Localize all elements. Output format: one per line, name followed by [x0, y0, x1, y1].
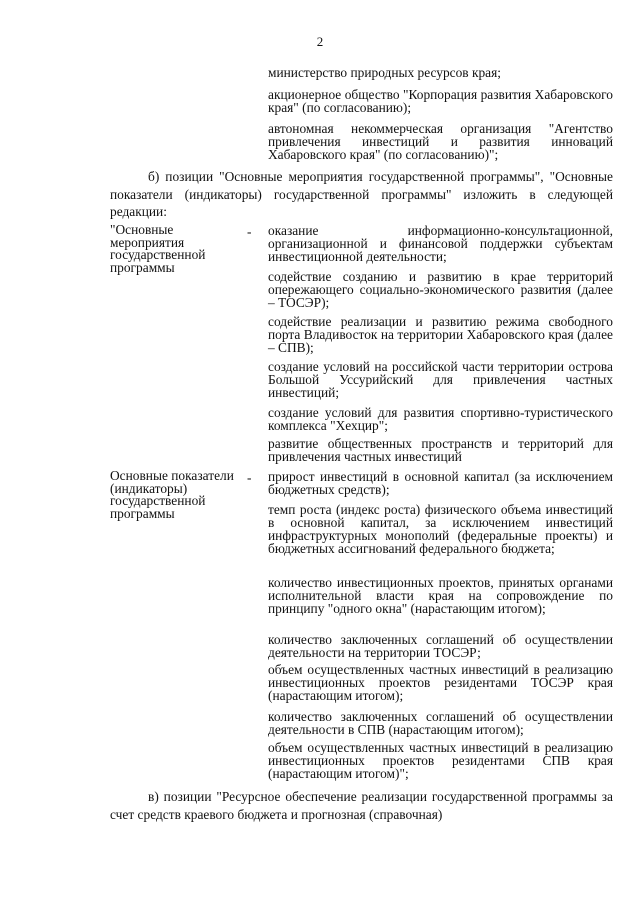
page-number: 2 [316, 34, 324, 49]
row-label-indicators: Основные показатели (индикаторы) государственной программы [110, 468, 234, 521]
list-item: создание условий на российской части территории острова Большой Уссурийский для привлечения частных инвестиций; [268, 359, 613, 400]
row-dash: - [247, 224, 252, 239]
row-label-measures: "Основные мероприятия государственной программы [110, 222, 206, 275]
list-item: министерство природных ресурсов края; [268, 65, 501, 80]
row-dash: - [247, 470, 252, 485]
list-item: создание условий для развития спортивно-туристического комплекса "Хехцир"; [268, 405, 613, 433]
list-item: содействие созданию и развитию в крае территорий опережающего социально-экономического развития (далее – ТОСЭР); [268, 269, 613, 310]
list-item: количество заключенных соглашений об осуществлении деятельности на территории ТОСЭР; [268, 632, 613, 660]
paragraph-b: б) позиции "Основные мероприятия государственной программы", "Основные показатели (индикаторы) государственной программы" изложить в следующей редакции: [110, 169, 613, 219]
list-item: темп роста (индекс роста) физического объема инвестиций в основной капитал, за исключением инвестиций инфраструктурных монополий (федеральные проекты) и бюджетных ассигнований федерального бюджета; [268, 502, 613, 556]
paragraph-v: в) позиции "Ресурсное обеспечение реализации государственной программы за счет средств краевого бюджета и прогнозная (справочная) [110, 789, 613, 822]
list-item: акционерное общество "Корпорация развития Хабаровского края" (по согласованию); [268, 87, 613, 115]
list-item: количество заключенных соглашений об осуществлении деятельности в СПВ (нарастающим итогом); [268, 709, 613, 737]
list-item: объем осуществленных частных инвестиций в реализацию инвестиционных проектов резидентами СПВ края (нарастающим итогом)"; [268, 740, 613, 781]
list-item: развитие общественных пространств и территорий для привлечения частных инвестиций [268, 436, 613, 464]
list-item: объем осуществленных частных инвестиций в реализацию инвестиционных проектов резидентами ТОСЭР края (нарастающим итогом); [268, 662, 613, 703]
list-item: прирост инвестиций в основной капитал (за исключением бюджетных средств); [268, 469, 613, 497]
list-item: количество инвестиционных проектов, принятых органами исполнительной власти края на сопровождение по принципу "одного окна" (нарастающим итогом); [268, 575, 613, 616]
list-item: автономная некоммерческая организация "Агентство привлечения инвестиций и развития инноваций Хабаровского края" (по согласованию)"; [268, 121, 613, 162]
list-item: оказание информационно-консультационной, организационной и финансовой поддержки субъектам инвестиционной деятельности; [268, 223, 613, 264]
list-item: содействие реализации и развитию режима свободного порта Владивосток на территории Хабаровского края (далее – СПВ); [268, 314, 613, 355]
